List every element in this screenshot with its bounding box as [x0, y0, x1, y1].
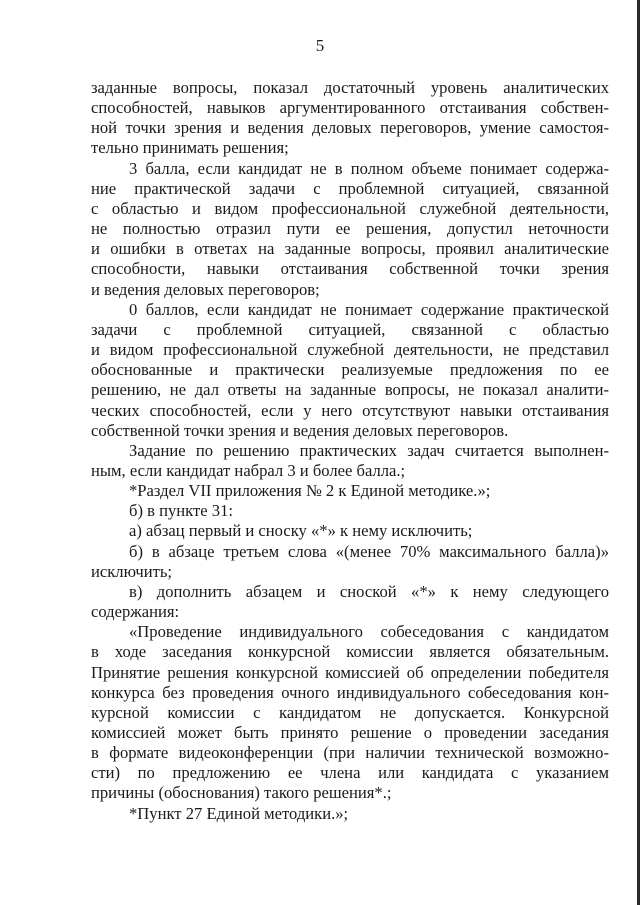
text-line: ным, если кандидат набрал 3 и более балла.;: [91, 460, 406, 480]
text-line: курсной комиссии с кандидатом не допускается. Конкурсной: [91, 702, 609, 722]
page-number: 5: [315, 36, 325, 55]
text-line: причины (обоснования) такого решения*.;: [91, 783, 392, 803]
text-line: заданные вопросы, показал достаточный уровень аналитических: [91, 78, 609, 97]
text-line: задачи с проблемной ситуацией, связанной с областью: [91, 319, 609, 339]
text-line: ной точки зрения и ведения деловых переговоров, умение самостоя-: [91, 118, 609, 138]
text-line: решению, не дал ответы на заданные вопросы, не показал аналити-: [91, 380, 609, 400]
text-line: тельно принимать решения;: [91, 138, 289, 158]
text-line: конкурса без проведения очного индивидуального собеседования кон-: [91, 682, 609, 702]
text-line: *Раздел VII приложения № 2 к Единой методике.»;: [129, 481, 491, 501]
text-line: б) в пункте 31:: [129, 501, 233, 521]
text-line: ческих способностей, если у него отсутствуют навыки отстаивания: [91, 400, 609, 420]
text-line: 3 балла, если кандидат не в полном объеме понимает содержа-: [129, 158, 609, 178]
text-line: Принятие решения конкурсной комиссией об определении победителя: [91, 662, 609, 682]
text-line: и видом профессиональной служебной деятельности, не представил: [91, 340, 609, 360]
text-line: способности, навыки отстаивания собственной точки зрения: [91, 259, 609, 279]
text-line: с областью и видом профессиональной служебной деятельности,: [91, 198, 609, 218]
text-line: не полностью отразил пути ее решения, допустил неточности: [91, 219, 609, 239]
text-line: исключить;: [91, 561, 173, 581]
text-line: в формате видеоконференции (при наличии технической возможно-: [91, 743, 609, 763]
text-line: обоснованные и практически реализуемые предложения по ее: [91, 360, 609, 380]
text-line: 0 баллов, если кандидат не понимает содержание практической: [129, 299, 609, 319]
text-line: б) в абзаце третьем слова «(менее 70% максимального балла)»: [129, 541, 609, 561]
text-line: способностей, навыков аргументированного отстаивания собствен-: [91, 98, 609, 118]
text-line: и ошибки в ответах на заданные вопросы, проявил аналитические: [91, 239, 609, 259]
text-line: комиссией может быть принято решение о проведении заседания: [91, 723, 609, 742]
text-line: а) абзац первый и сноску «*» к нему исключить;: [129, 521, 473, 541]
document-body: [91, 78, 609, 824]
text-line: сти) по предложению ее члена или кандидата с указанием: [91, 763, 609, 783]
text-line: *Пункт 27 Единой методики.»;: [129, 803, 349, 823]
text-line: «Проведение индивидуального собеседования с кандидатом: [129, 622, 609, 642]
text-line: в) дополнить абзацем и сноской «*» к нему следующего: [129, 581, 609, 601]
text-line: в ходе заседания конкурсной комиссии является обязательным.: [91, 642, 609, 662]
text-line: Задание по решению практических задач считается выполнен-: [129, 440, 609, 460]
text-line: содержания:: [91, 602, 180, 622]
text-line: и ведения деловых переговоров;: [91, 279, 320, 299]
text-line: ние практической задачи с проблемной ситуацией, связанной: [91, 178, 609, 198]
text-line: собственной точки зрения и ведения деловых переговоров.: [91, 420, 509, 440]
